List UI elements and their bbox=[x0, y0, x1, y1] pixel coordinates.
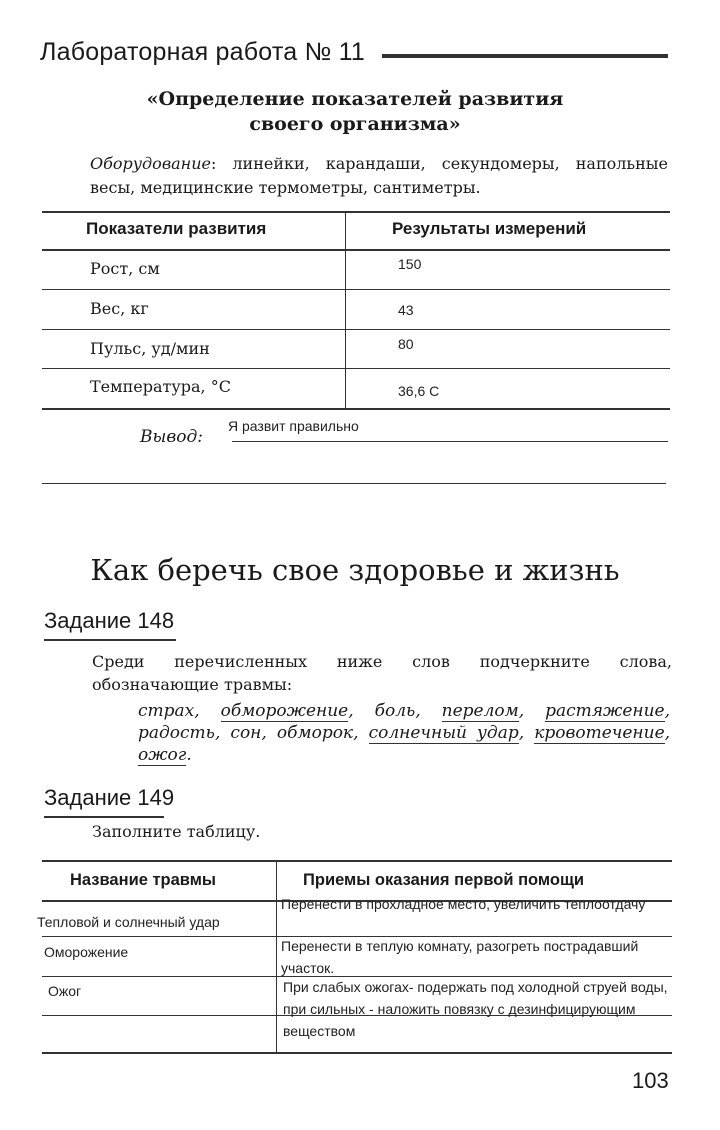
underlined-word: перелом bbox=[441, 701, 519, 721]
table-rule bbox=[42, 368, 670, 369]
header-injury: Название травмы bbox=[70, 871, 217, 889]
underlined-word: обморожение bbox=[220, 701, 349, 721]
table-rule bbox=[42, 289, 670, 290]
task148-underline bbox=[44, 639, 176, 641]
word-separator: , bbox=[214, 723, 231, 743]
underlined-word: солнечный удар bbox=[368, 723, 519, 743]
conclusion-line bbox=[42, 483, 666, 484]
table-column-divider bbox=[345, 211, 346, 409]
word: боль bbox=[374, 701, 416, 721]
row-label-weight: Вес, кг bbox=[90, 299, 149, 318]
word-separator: , bbox=[353, 723, 369, 743]
task148-word-list bbox=[138, 700, 670, 766]
page-number: 103 bbox=[632, 1068, 669, 1093]
aid-heatstroke: Перенести в прохладное место, увеличить теплоотдачу bbox=[281, 896, 646, 912]
conclusion-label: Вывод: bbox=[140, 427, 203, 447]
task149-instruction: Заполните таблицу. bbox=[92, 822, 261, 841]
injury-heatstroke: Тепловой и солнечный удар bbox=[37, 914, 220, 930]
word: обморок bbox=[276, 723, 354, 743]
word-separator: , bbox=[415, 701, 442, 721]
word-separator: , bbox=[664, 723, 671, 743]
equipment-paragraph bbox=[90, 152, 668, 200]
word-separator: , bbox=[194, 701, 221, 721]
row-label-temperature: Температура, °С bbox=[90, 377, 231, 396]
word-separator: , bbox=[261, 723, 277, 743]
injury-burn: Ожог bbox=[48, 983, 82, 999]
task149-underline bbox=[44, 816, 164, 818]
underlined-word: кровотечение bbox=[534, 723, 665, 743]
underlined-word: ожог bbox=[138, 745, 187, 765]
lab-subtitle-line1: «Определение показателей развития bbox=[146, 88, 564, 110]
aid-frostbite: Перенести в теплую комнату, разогреть пострадавший участок. bbox=[281, 938, 639, 976]
word: сон bbox=[230, 723, 262, 743]
aid-burn: При слабых ожогах- подержать под холодной струей воды, при сильных - наложить повязку с дезинфицирующим веществом bbox=[283, 979, 668, 1039]
row-label-pulse: Пульс, уд/мин bbox=[90, 339, 210, 358]
header-indicators: Показатели развития bbox=[86, 219, 267, 238]
word-separator: , bbox=[518, 723, 535, 743]
word-separator: , bbox=[348, 701, 375, 721]
table-rule bbox=[42, 408, 670, 410]
equipment-label: Оборудование bbox=[90, 154, 211, 173]
title-rule bbox=[382, 54, 668, 58]
equipment-text: : линейки, карандаши, секундомеры, напольные весы, медицинские термометры, сантиметры. bbox=[90, 154, 668, 197]
table-column-divider bbox=[276, 860, 277, 1053]
conclusion-value: Я развит правильно bbox=[228, 418, 359, 434]
header-results: Результаты измерений bbox=[392, 219, 587, 238]
section-title: Как беречь свое здоровье и жизнь bbox=[90, 553, 620, 587]
table-rule bbox=[42, 249, 670, 251]
lab-title: Лабораторная работа № 11 bbox=[40, 38, 365, 66]
row-value-weight: 43 bbox=[398, 302, 414, 318]
row-value-pulse: 80 bbox=[398, 336, 414, 352]
word-separator: , bbox=[518, 701, 546, 721]
row-value-height: 150 bbox=[398, 256, 422, 272]
row-value-temperature: 36,6 С bbox=[398, 383, 440, 399]
table-rule bbox=[42, 329, 670, 330]
word: страх bbox=[138, 701, 195, 721]
lab-subtitle-line2: своего организма» bbox=[249, 113, 461, 135]
task148-title: Задание 148 bbox=[44, 608, 175, 633]
header-first-aid: Приемы оказания первой помощи bbox=[303, 871, 585, 889]
table-rule bbox=[42, 860, 672, 862]
injury-frostbite: Оморожение bbox=[44, 944, 129, 960]
underlined-word: растяжение bbox=[545, 701, 665, 721]
word-separator: , bbox=[664, 701, 671, 721]
task149-title: Задание 149 bbox=[44, 785, 175, 810]
table-rule bbox=[42, 211, 670, 213]
conclusion-line bbox=[232, 441, 668, 442]
table-rule bbox=[42, 1052, 672, 1054]
word-separator: . bbox=[186, 745, 192, 765]
word: радость bbox=[138, 723, 215, 743]
row-label-height: Рост, см bbox=[90, 259, 160, 278]
task148-instruction: Среди перечисленных ниже слов подчеркните слова, обозначающие травмы: bbox=[92, 652, 672, 694]
